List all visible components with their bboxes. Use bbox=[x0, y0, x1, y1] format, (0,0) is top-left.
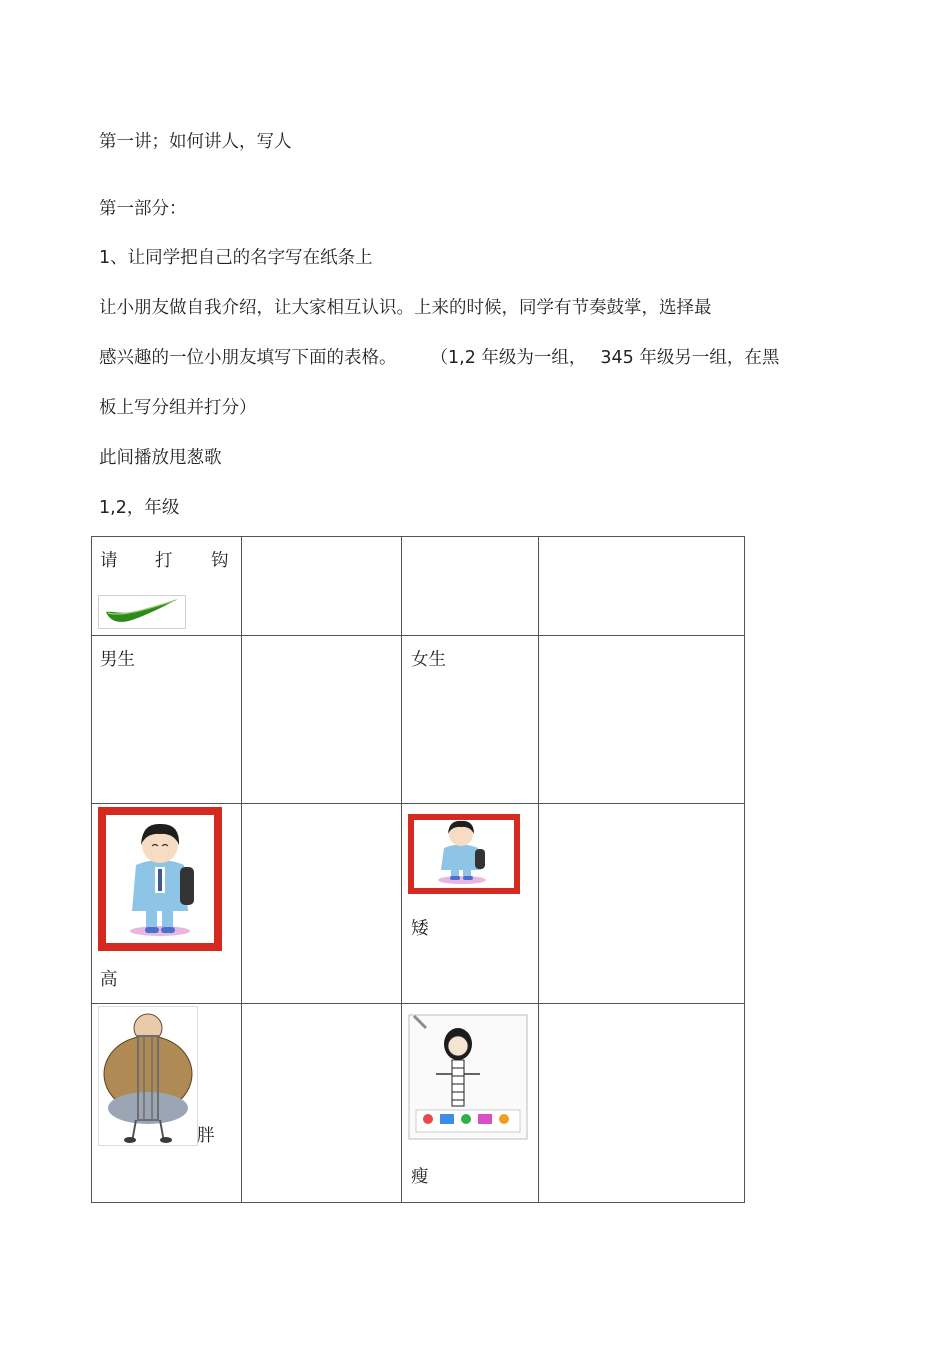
attribute-table bbox=[91, 536, 745, 1203]
step-1: 1、让同学把自己的名字写在纸条上 bbox=[99, 248, 373, 268]
girl-label: 女生 bbox=[411, 650, 446, 670]
fat-label: 胖 bbox=[197, 1126, 215, 1146]
paragraph-line-2-c: 345 年级另一组，在黑 bbox=[600, 348, 780, 368]
girl-answer-cell[interactable] bbox=[539, 636, 745, 804]
short-label: 矮 bbox=[411, 919, 429, 939]
tall-child-picture bbox=[98, 807, 222, 951]
tall-answer-cell[interactable] bbox=[242, 804, 402, 1004]
tall-cell bbox=[92, 804, 242, 1004]
paragraph-line-3: 板上写分组并打分） bbox=[99, 398, 257, 418]
fat-person-picture bbox=[98, 1006, 198, 1146]
thin-person-picture bbox=[408, 1014, 528, 1140]
table-cell[interactable] bbox=[242, 537, 402, 636]
short-answer-cell[interactable] bbox=[539, 804, 745, 1004]
paragraph-line-2-b: （1,2 年级为一组， bbox=[430, 348, 587, 368]
tick-char: 打 bbox=[155, 551, 173, 571]
boy-answer-cell[interactable] bbox=[242, 636, 402, 804]
girl-label-cell bbox=[402, 636, 539, 804]
fat-cell bbox=[92, 1004, 242, 1203]
table-row bbox=[92, 1004, 745, 1203]
boy-label: 男生 bbox=[100, 650, 135, 670]
thin-cell bbox=[402, 1004, 539, 1203]
table-cell[interactable] bbox=[539, 537, 745, 636]
tick-char: 钩 bbox=[211, 551, 229, 571]
tall-label: 高 bbox=[100, 970, 118, 990]
thin-answer-cell[interactable] bbox=[539, 1004, 745, 1203]
boy-label-cell bbox=[92, 636, 242, 804]
thin-label: 瘦 bbox=[411, 1167, 429, 1187]
tick-instruction-cell bbox=[92, 537, 242, 636]
tick-char: 请 bbox=[100, 551, 118, 571]
short-child-picture bbox=[408, 814, 520, 894]
music-note: 此间播放甩葱歌 bbox=[99, 448, 222, 468]
table-row bbox=[92, 537, 745, 636]
fat-answer-cell[interactable] bbox=[242, 1004, 402, 1203]
lesson-title: 第一讲；如何讲人，写人 bbox=[99, 132, 292, 152]
checkmark-leaf-icon bbox=[98, 595, 186, 629]
paragraph-line-2-a: 感兴趣的一位小朋友填写下面的表格。 bbox=[99, 348, 397, 368]
paragraph-line-2 bbox=[99, 350, 779, 368]
table-row bbox=[92, 804, 745, 1004]
short-cell bbox=[402, 804, 539, 1004]
grade-label: 1,2，年级 bbox=[99, 498, 180, 518]
paragraph-line-1: 让小朋友做自我介绍，让大家相互认识。上来的时候，同学有节奏鼓掌，选择最 bbox=[99, 298, 712, 318]
table-cell[interactable] bbox=[402, 537, 539, 636]
table-row bbox=[92, 636, 745, 804]
part-heading: 第一部分： bbox=[99, 199, 187, 219]
